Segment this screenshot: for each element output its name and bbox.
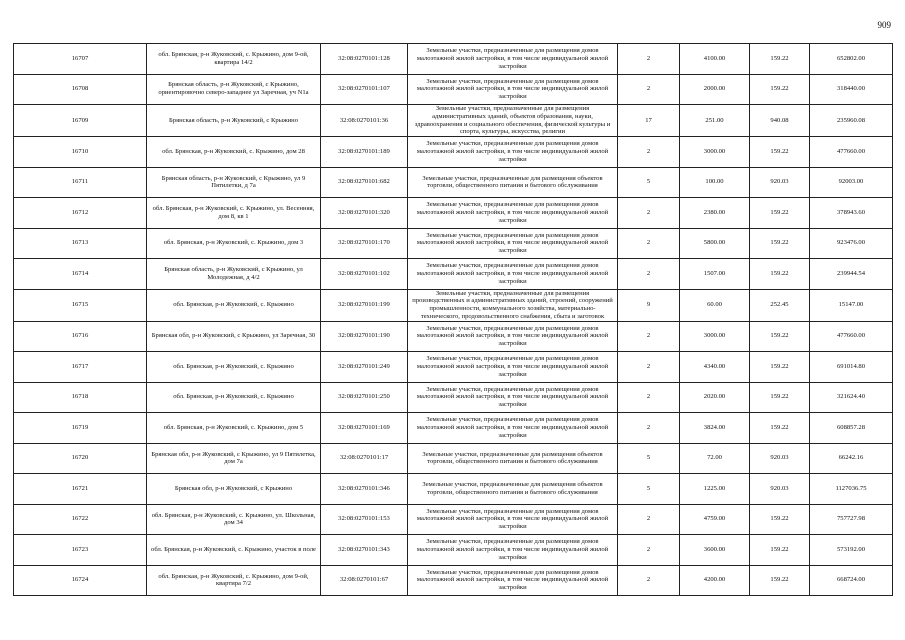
area-cell: 5800.00 (680, 228, 750, 259)
specific-value-cell: 159.22 (750, 137, 810, 168)
permitted-use-cell: Земельные участки, предназначенные для размещения объектов торговли, общественного питания и бытового обслуживания (408, 474, 618, 505)
specific-value-cell: 159.22 (750, 352, 810, 383)
permitted-use-cell: Земельные участки, предназначенные для размещения домов малоэтажной жилой застройки, в том числе индивидуальной жилой застройки (408, 44, 618, 75)
row-number: 16724 (14, 565, 147, 596)
address-cell: Брянская обл, р-н Жуковский, с Крыжино, ул Заречная, 30 (147, 321, 321, 352)
permitted-use-cell: Земельные участки, предназначенные для размещения производственных и административных зданий, строений, сооружений промышленности, коммунального хозяйства, материально-технического, продовольственного снабжения, сбыта и заготовок (408, 289, 618, 321)
area-cell: 2020.00 (680, 382, 750, 413)
row-number: 16717 (14, 352, 147, 383)
cadastral-value-cell: 757727.98 (810, 504, 893, 535)
address-cell: обл. Брянская, р-н Жуковский, с. Крыжино, участок в поле (147, 535, 321, 566)
cadastral-number-cell: 32:08:0270101:190 (321, 321, 408, 352)
cadastral-number-cell: 32:08:0270101:17 (321, 443, 408, 474)
table-row (14, 382, 893, 413)
specific-value-cell: 159.22 (750, 504, 810, 535)
cadastral-value-cell: 66242.16 (810, 443, 893, 474)
specific-value-cell: 920.03 (750, 167, 810, 198)
row-number: 16716 (14, 321, 147, 352)
row-number: 16722 (14, 504, 147, 535)
group-cell: 2 (618, 44, 680, 75)
group-cell: 2 (618, 321, 680, 352)
area-cell: 60.00 (680, 289, 750, 321)
row-number: 16712 (14, 198, 147, 229)
cadastral-number-cell: 32:08:0270101:189 (321, 137, 408, 168)
cadastral-value-cell: 15147.00 (810, 289, 893, 321)
row-number: 16710 (14, 137, 147, 168)
permitted-use-cell: Земельные участки, предназначенные для размещения домов малоэтажной жилой застройки, в том числе индивидуальной жилой застройки (408, 382, 618, 413)
address-cell: обл. Брянская, р-н Жуковский, с. Крыжино, ул. Весенняя, дом 8, кв 1 (147, 198, 321, 229)
cadastral-number-cell: 32:08:0270101:320 (321, 198, 408, 229)
table-row (14, 259, 893, 290)
group-cell: 5 (618, 443, 680, 474)
address-cell: обл. Брянская, р-н Жуковский, с. Крыжино, дом 9-ой, квартира 7/2 (147, 565, 321, 596)
area-cell: 4200.00 (680, 565, 750, 596)
cadastral-value-cell: 923476.00 (810, 228, 893, 259)
table-row (14, 44, 893, 75)
cadastral-value-cell: 668724.00 (810, 565, 893, 596)
address-cell: обл. Брянская, р-н Жуковский, с. Крыжино, ул. Школьная, дом 34 (147, 504, 321, 535)
permitted-use-cell: Земельные участки, предназначенные для размещения домов малоэтажной жилой застройки, в том числе индивидуальной жилой застройки (408, 535, 618, 566)
cadastral-number-cell: 32:08:0270101:346 (321, 474, 408, 505)
area-cell: 4340.00 (680, 352, 750, 383)
group-cell: 2 (618, 259, 680, 290)
specific-value-cell: 159.22 (750, 321, 810, 352)
cadastral-number-cell: 32:08:0270101:128 (321, 44, 408, 75)
group-cell: 2 (618, 382, 680, 413)
address-cell: Брянская область, р-н Жуковский, с Крыжино, ул 9 Пятилетки, д 7а (147, 167, 321, 198)
row-number: 16714 (14, 259, 147, 290)
area-cell: 3000.00 (680, 321, 750, 352)
permitted-use-cell: Земельные участки, предназначенные для размещения домов малоэтажной жилой застройки, в том числе индивидуальной жилой застройки (408, 137, 618, 168)
address-cell: Брянская обл, р-н Жуковский, с Крыжино, ул 9 Пятилетка, дом 7а (147, 443, 321, 474)
cadastral-number-cell: 32:08:0270101:343 (321, 535, 408, 566)
group-cell: 2 (618, 228, 680, 259)
table-row (14, 504, 893, 535)
table-row (14, 535, 893, 566)
row-number: 16720 (14, 443, 147, 474)
cadastral-value-cell: 318440.00 (810, 74, 893, 105)
group-cell: 2 (618, 74, 680, 105)
group-cell: 5 (618, 474, 680, 505)
area-cell: 3824.00 (680, 413, 750, 444)
area-cell: 72.00 (680, 443, 750, 474)
area-cell: 3600.00 (680, 535, 750, 566)
permitted-use-cell: Земельные участки, предназначенные для размещения объектов торговли, общественного питания и бытового обслуживания (408, 167, 618, 198)
address-cell: обл. Брянская, р-н Жуковский, с. Крыжино, дом 9-ой, квартира 14/2 (147, 44, 321, 75)
permitted-use-cell: Земельные участки, предназначенные для размещения домов малоэтажной жилой застройки, в том числе индивидуальной жилой застройки (408, 565, 618, 596)
address-cell: обл. Брянская, р-н Жуковский, с. Крыжино (147, 382, 321, 413)
area-cell: 251.00 (680, 105, 750, 137)
address-cell: обл. Брянская, р-н Жуковский, с. Крыжино, дом 28 (147, 137, 321, 168)
group-cell: 5 (618, 167, 680, 198)
table-row (14, 74, 893, 105)
cadastral-number-cell: 32:08:0270101:682 (321, 167, 408, 198)
specific-value-cell: 159.22 (750, 44, 810, 75)
cadastral-value-cell: 573192.00 (810, 535, 893, 566)
specific-value-cell: 252.45 (750, 289, 810, 321)
group-cell: 2 (618, 352, 680, 383)
row-number: 16711 (14, 167, 147, 198)
permitted-use-cell: Земельные участки, предназначенные для размещения домов малоэтажной жилой застройки, в том числе индивидуальной жилой застройки (408, 74, 618, 105)
row-number: 16708 (14, 74, 147, 105)
row-number: 16723 (14, 535, 147, 566)
table-row (14, 137, 893, 168)
cadastral-value-cell: 1127036.75 (810, 474, 893, 505)
area-cell: 1507.00 (680, 259, 750, 290)
specific-value-cell: 159.22 (750, 198, 810, 229)
cadastral-value-cell: 239944.54 (810, 259, 893, 290)
cadastral-value-cell: 235960.08 (810, 105, 893, 137)
cadastral-value-cell: 477660.00 (810, 321, 893, 352)
table-row (14, 321, 893, 352)
permitted-use-cell: Земельные участки, предназначенные для размещения домов малоэтажной жилой застройки, в том числе индивидуальной жилой застройки (408, 228, 618, 259)
table-row (14, 198, 893, 229)
cadastral-value-cell: 608857.28 (810, 413, 893, 444)
group-cell: 2 (618, 413, 680, 444)
cadastral-number-cell: 32:08:0270101:153 (321, 504, 408, 535)
address-cell: обл. Брянская, р-н Жуковский, с. Крыжино (147, 352, 321, 383)
cadastral-value-cell: 477660.00 (810, 137, 893, 168)
row-number: 16707 (14, 44, 147, 75)
permitted-use-cell: Земельные участки, предназначенные для размещения домов малоэтажной жилой застройки, в том числе индивидуальной жилой застройки (408, 321, 618, 352)
permitted-use-cell: Земельные участки, предназначенные для размещения административных зданий, объектов образования, науки, здравоохранения и социального обеспечения, физической культуры и спорта, культуры, искусства, религии (408, 105, 618, 137)
row-number: 16719 (14, 413, 147, 444)
land-registry-table (13, 43, 893, 596)
table-row (14, 565, 893, 596)
area-cell: 2000.00 (680, 74, 750, 105)
row-number: 16709 (14, 105, 147, 137)
cadastral-number-cell: 32:08:0270101:36 (321, 105, 408, 137)
specific-value-cell: 159.22 (750, 228, 810, 259)
page-number: 909 (877, 20, 891, 30)
group-cell: 2 (618, 565, 680, 596)
specific-value-cell: 159.22 (750, 413, 810, 444)
specific-value-cell: 159.22 (750, 74, 810, 105)
table-row (14, 474, 893, 505)
group-cell: 2 (618, 137, 680, 168)
permitted-use-cell: Земельные участки, предназначенные для размещения домов малоэтажной жилой застройки, в том числе индивидуальной жилой застройки (408, 198, 618, 229)
table-row (14, 289, 893, 321)
row-number: 16715 (14, 289, 147, 321)
cadastral-number-cell: 32:08:0270101:250 (321, 382, 408, 413)
specific-value-cell: 159.22 (750, 259, 810, 290)
specific-value-cell: 920.03 (750, 474, 810, 505)
specific-value-cell: 159.22 (750, 382, 810, 413)
cadastral-number-cell: 32:08:0270101:199 (321, 289, 408, 321)
table-row (14, 105, 893, 137)
area-cell: 4759.00 (680, 504, 750, 535)
cadastral-value-cell: 321624.40 (810, 382, 893, 413)
area-cell: 4100.00 (680, 44, 750, 75)
cadastral-value-cell: 92003.00 (810, 167, 893, 198)
permitted-use-cell: Земельные участки, предназначенные для размещения домов малоэтажной жилой застройки, в том числе индивидуальной жилой застройки (408, 504, 618, 535)
address-cell: Брянская обл, р-н Жуковский, с Крыжино (147, 474, 321, 505)
address-cell: обл. Брянская, р-н Жуковский, с. Крыжино, дом 5 (147, 413, 321, 444)
specific-value-cell: 940.08 (750, 105, 810, 137)
cadastral-number-cell: 32:08:0270101:107 (321, 74, 408, 105)
row-number: 16713 (14, 228, 147, 259)
area-cell: 2380.00 (680, 198, 750, 229)
address-cell: Брянская область, р-н Жуковский, с Крыжино, ориентировочно северо-западнее ул Заречная, уч N1а (147, 74, 321, 105)
address-cell: Брянская область, р-н Жуковский, с Крыжино, ул Молодежная, д 4/2 (147, 259, 321, 290)
area-cell: 3000.00 (680, 137, 750, 168)
row-number: 16718 (14, 382, 147, 413)
cadastral-value-cell: 378943.60 (810, 198, 893, 229)
group-cell: 2 (618, 535, 680, 566)
table-row (14, 228, 893, 259)
cadastral-number-cell: 32:08:0270101:249 (321, 352, 408, 383)
group-cell: 9 (618, 289, 680, 321)
specific-value-cell: 920.03 (750, 443, 810, 474)
table-row (14, 413, 893, 444)
specific-value-cell: 159.22 (750, 565, 810, 596)
cadastral-number-cell: 32:08:0270101:170 (321, 228, 408, 259)
address-cell: обл. Брянская, р-н Жуковский, с. Крыжино, дом 3 (147, 228, 321, 259)
permitted-use-cell: Земельные участки, предназначенные для размещения домов малоэтажной жилой застройки, в том числе индивидуальной жилой застройки (408, 413, 618, 444)
table-row (14, 352, 893, 383)
area-cell: 100.00 (680, 167, 750, 198)
address-cell: обл. Брянская, р-н Жуковский, с. Крыжино (147, 289, 321, 321)
row-number: 16721 (14, 474, 147, 505)
area-cell: 1225.00 (680, 474, 750, 505)
cadastral-number-cell: 32:08:0270101:67 (321, 565, 408, 596)
group-cell: 2 (618, 504, 680, 535)
permitted-use-cell: Земельные участки, предназначенные для размещения домов малоэтажной жилой застройки, в том числе индивидуальной жилой застройки (408, 352, 618, 383)
cadastral-number-cell: 32:08:0270101:102 (321, 259, 408, 290)
table-body (14, 44, 893, 596)
cadastral-number-cell: 32:08:0270101:169 (321, 413, 408, 444)
group-cell: 2 (618, 198, 680, 229)
cadastral-value-cell: 691014.80 (810, 352, 893, 383)
table-row (14, 167, 893, 198)
table-row (14, 443, 893, 474)
specific-value-cell: 159.22 (750, 535, 810, 566)
permitted-use-cell: Земельные участки, предназначенные для размещения домов малоэтажной жилой застройки, в том числе индивидуальной жилой застройки (408, 259, 618, 290)
permitted-use-cell: Земельные участки, предназначенные для размещения объектов торговли, общественного питания и бытового обслуживания (408, 443, 618, 474)
cadastral-value-cell: 652802.00 (810, 44, 893, 75)
address-cell: Брянская область, р-н Жуковский, с Крыжино (147, 105, 321, 137)
group-cell: 17 (618, 105, 680, 137)
